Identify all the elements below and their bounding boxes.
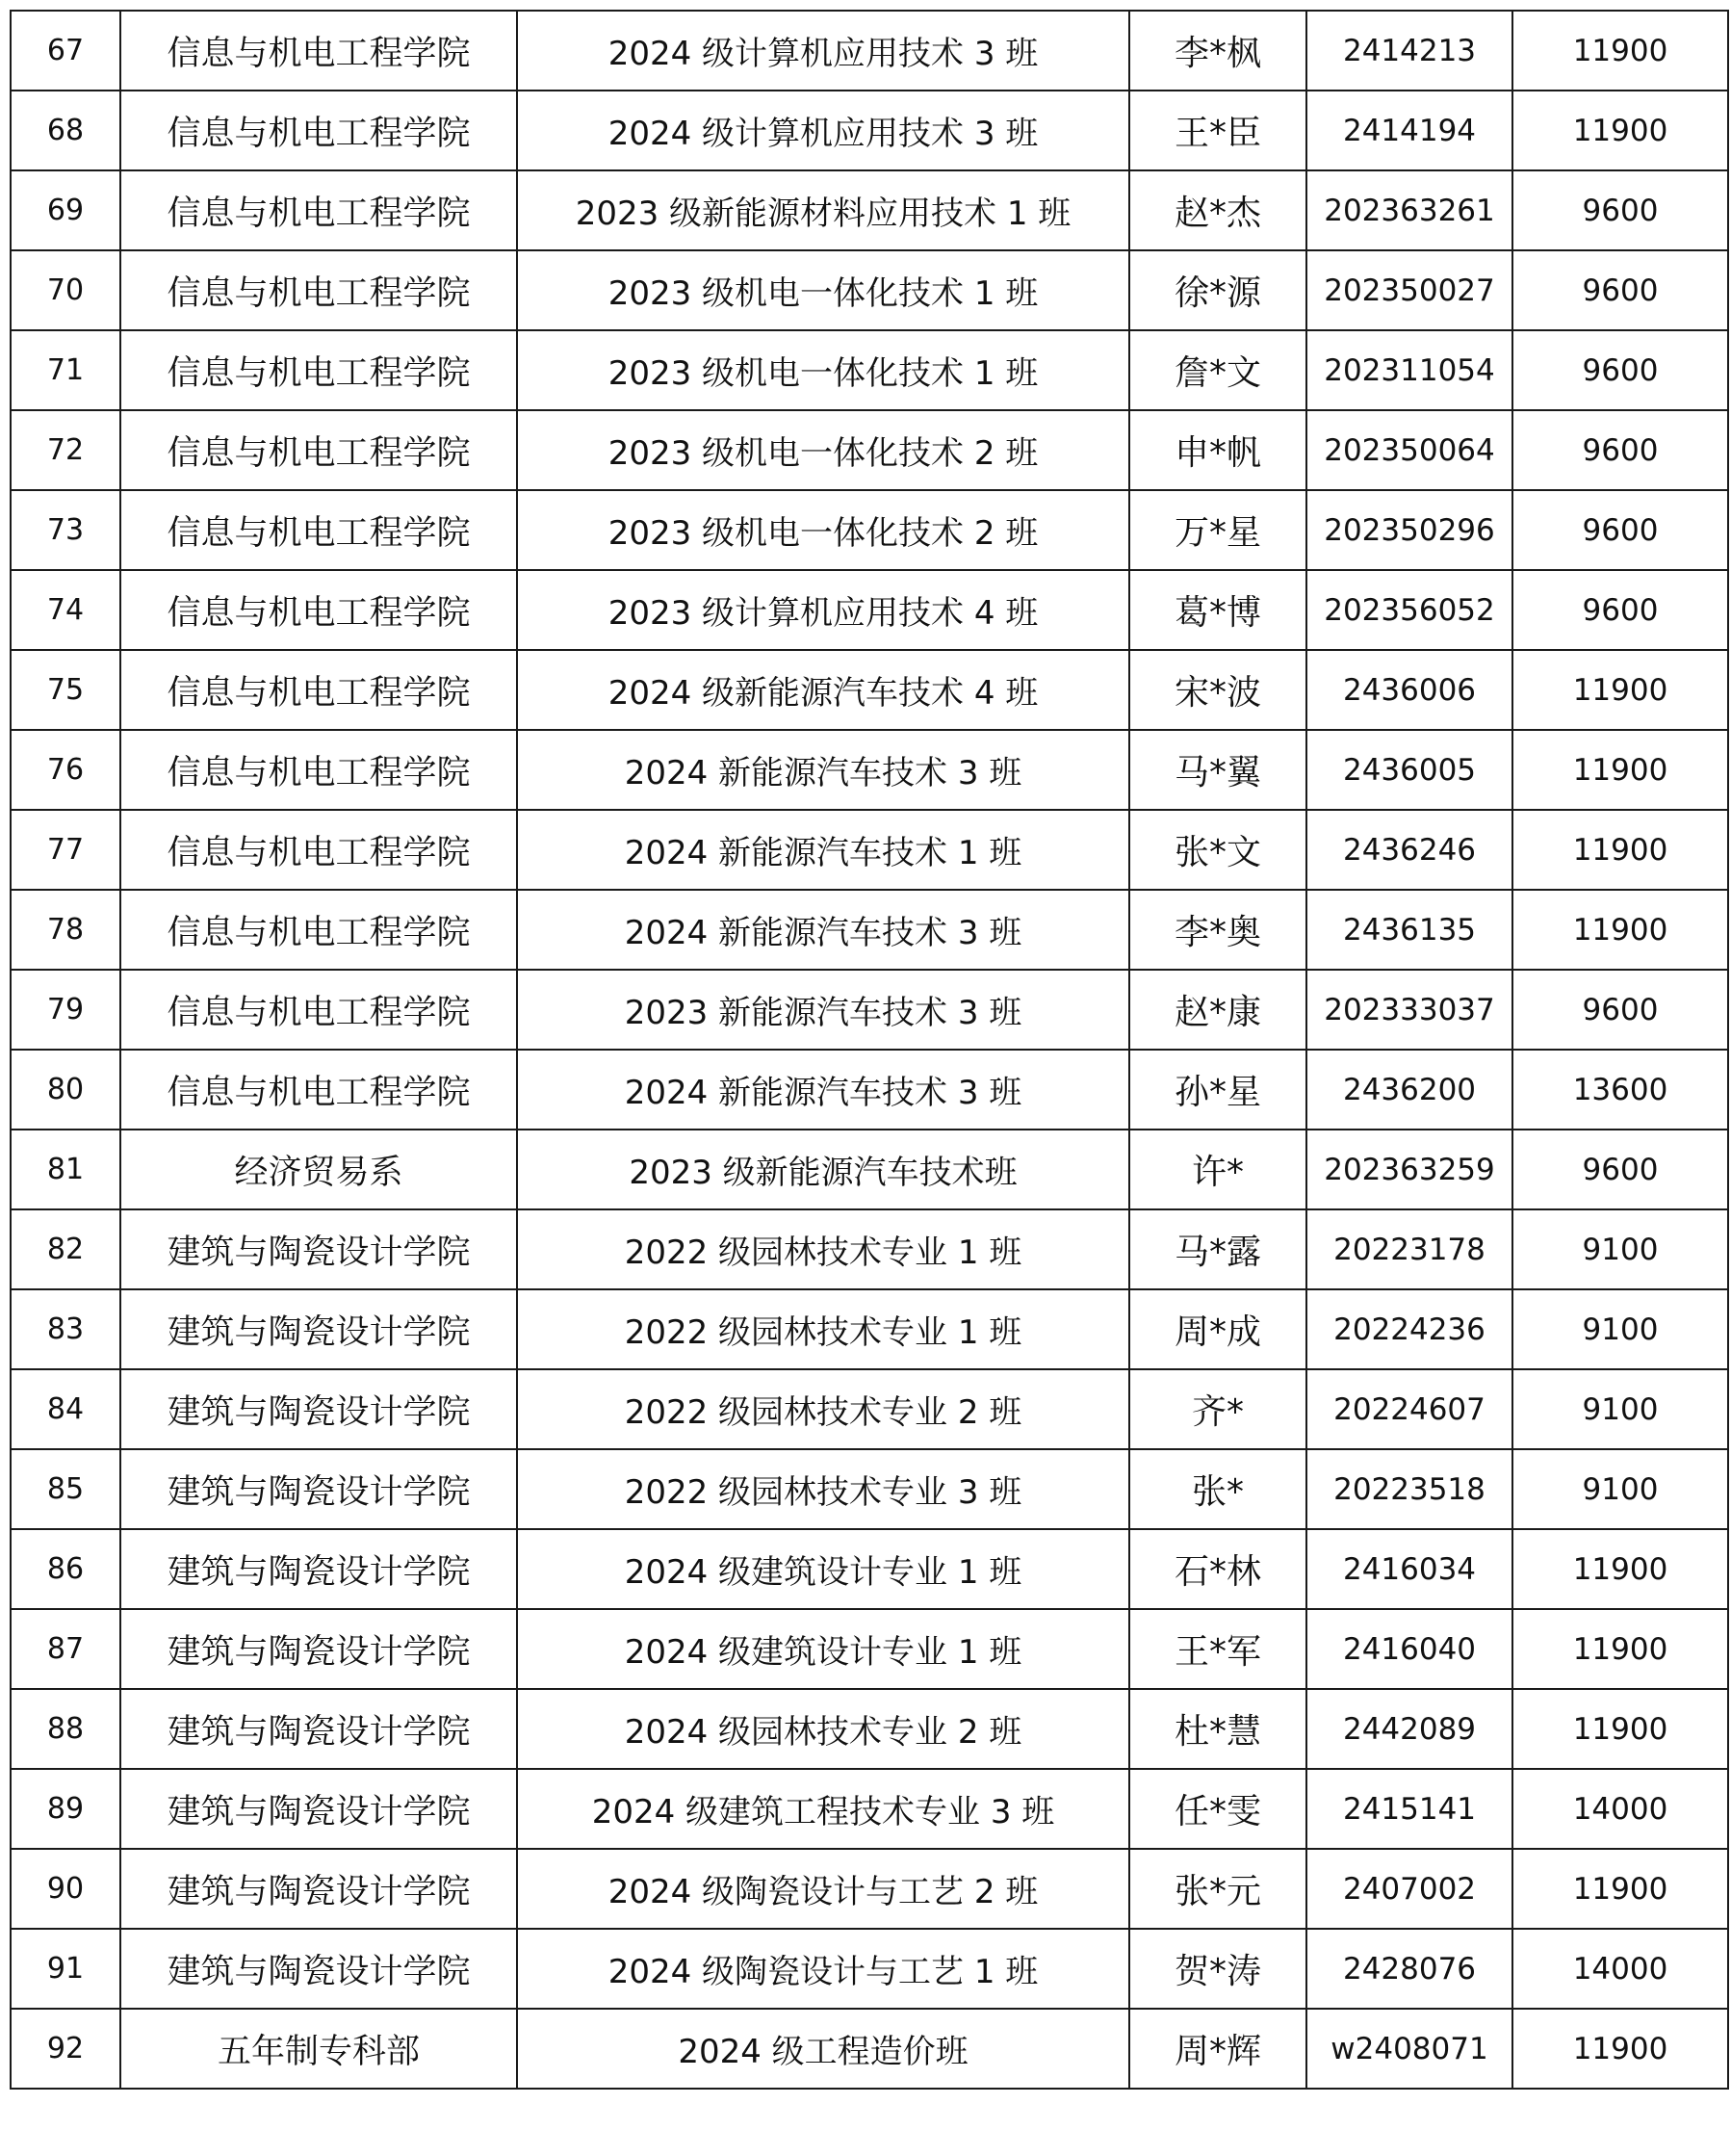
table-row [11,810,1728,890]
student-id-cell: 2416040 [1306,1609,1512,1689]
department-cell: 建筑与陶瓷设计学院 [120,1769,517,1849]
row-number-cell: 69 [11,170,120,250]
student-name-cell: 詹*文 [1129,330,1306,410]
department-cell: 建筑与陶瓷设计学院 [120,1849,517,1929]
department-cell: 建筑与陶瓷设计学院 [120,1689,517,1769]
student-id-cell: 202333037 [1306,970,1512,1050]
student-name-cell: 任*雯 [1129,1769,1306,1849]
department-cell: 信息与机电工程学院 [120,250,517,330]
class-cell: 2024 新能源汽车技术 3 班 [517,890,1129,970]
row-number-cell: 67 [11,11,120,91]
table-row [11,1209,1728,1289]
student-name-cell: 周*成 [1129,1289,1306,1369]
amount-cell: 9100 [1512,1289,1728,1369]
amount-cell: 9600 [1512,570,1728,650]
table-row [11,170,1728,250]
table-row [11,970,1728,1050]
student-name-cell: 张* [1129,1449,1306,1529]
row-number-cell: 90 [11,1849,120,1929]
student-id-cell: 2407002 [1306,1849,1512,1929]
table-row [11,250,1728,330]
department-cell: 信息与机电工程学院 [120,730,517,810]
student-name-cell: 赵*杰 [1129,170,1306,250]
department-cell: 信息与机电工程学院 [120,570,517,650]
student-id-cell: 202363259 [1306,1130,1512,1209]
department-cell: 信息与机电工程学院 [120,970,517,1050]
table-row [11,410,1728,490]
student-name-cell: 申*帆 [1129,410,1306,490]
department-cell: 信息与机电工程学院 [120,490,517,570]
student-name-cell: 徐*源 [1129,250,1306,330]
row-number-cell: 92 [11,2009,120,2089]
row-number-cell: 78 [11,890,120,970]
class-cell: 2023 级计算机应用技术 4 班 [517,570,1129,650]
table-row [11,1289,1728,1369]
department-cell: 信息与机电工程学院 [120,91,517,170]
table-row [11,1130,1728,1209]
student-id-cell: 2436200 [1306,1050,1512,1130]
amount-cell: 9100 [1512,1209,1728,1289]
row-number-cell: 84 [11,1369,120,1449]
student-id-cell: 2436135 [1306,890,1512,970]
row-number-cell: 72 [11,410,120,490]
student-id-cell: 202356052 [1306,570,1512,650]
student-id-cell: 2436006 [1306,650,1512,730]
table-row [11,1609,1728,1689]
student-name-cell: 宋*波 [1129,650,1306,730]
amount-cell: 11900 [1512,1689,1728,1769]
amount-cell: 11900 [1512,890,1728,970]
class-cell: 2024 级园林技术专业 2 班 [517,1689,1129,1769]
department-cell: 信息与机电工程学院 [120,1050,517,1130]
table-row [11,1529,1728,1609]
department-cell: 信息与机电工程学院 [120,410,517,490]
department-cell: 建筑与陶瓷设计学院 [120,1209,517,1289]
amount-cell: 9100 [1512,1449,1728,1529]
table-row [11,570,1728,650]
student-id-cell: 202350064 [1306,410,1512,490]
student-name-cell: 李*奥 [1129,890,1306,970]
table-row [11,1449,1728,1529]
class-cell: 2024 级陶瓷设计与工艺 1 班 [517,1929,1129,2009]
amount-cell: 11900 [1512,11,1728,91]
department-cell: 建筑与陶瓷设计学院 [120,1369,517,1449]
student-table [10,10,1729,2090]
amount-cell: 9600 [1512,1130,1728,1209]
student-name-cell: 赵*康 [1129,970,1306,1050]
amount-cell: 11900 [1512,730,1728,810]
department-cell: 信息与机电工程学院 [120,330,517,410]
department-cell: 经济贸易系 [120,1130,517,1209]
student-name-cell: 贺*涛 [1129,1929,1306,2009]
student-name-cell: 张*元 [1129,1849,1306,1929]
student-id-cell: 20224236 [1306,1289,1512,1369]
student-name-cell: 马*露 [1129,1209,1306,1289]
department-cell: 信息与机电工程学院 [120,170,517,250]
table-row [11,1369,1728,1449]
row-number-cell: 79 [11,970,120,1050]
class-cell: 2024 级建筑设计专业 1 班 [517,1529,1129,1609]
row-number-cell: 91 [11,1929,120,2009]
class-cell: 2022 级园林技术专业 1 班 [517,1289,1129,1369]
department-cell: 建筑与陶瓷设计学院 [120,1289,517,1369]
amount-cell: 11900 [1512,650,1728,730]
student-id-cell: 2428076 [1306,1929,1512,2009]
student-id-cell: 202350296 [1306,490,1512,570]
amount-cell: 11900 [1512,1609,1728,1689]
student-name-cell: 王*臣 [1129,91,1306,170]
department-cell: 建筑与陶瓷设计学院 [120,1609,517,1689]
row-number-cell: 75 [11,650,120,730]
table-row [11,890,1728,970]
class-cell: 2023 级机电一体化技术 2 班 [517,410,1129,490]
department-cell: 信息与机电工程学院 [120,650,517,730]
table-row [11,1050,1728,1130]
amount-cell: 9600 [1512,250,1728,330]
student-id-cell: 2415141 [1306,1769,1512,1849]
amount-cell: 9600 [1512,490,1728,570]
student-id-cell: 2442089 [1306,1689,1512,1769]
table-row [11,1769,1728,1849]
student-id-cell: 2436246 [1306,810,1512,890]
class-cell: 2024 新能源汽车技术 1 班 [517,810,1129,890]
class-cell: 2023 级新能源汽车技术班 [517,1130,1129,1209]
amount-cell: 11900 [1512,810,1728,890]
amount-cell: 9100 [1512,1369,1728,1449]
department-cell: 建筑与陶瓷设计学院 [120,1449,517,1529]
student-name-cell: 石*林 [1129,1529,1306,1609]
row-number-cell: 89 [11,1769,120,1849]
class-cell: 2023 级机电一体化技术 2 班 [517,490,1129,570]
student-id-cell: 202350027 [1306,250,1512,330]
class-cell: 2024 级建筑设计专业 1 班 [517,1609,1129,1689]
class-cell: 2024 新能源汽车技术 3 班 [517,730,1129,810]
student-name-cell: 许* [1129,1130,1306,1209]
student-name-cell: 张*文 [1129,810,1306,890]
student-id-cell: w2408071 [1306,2009,1512,2089]
class-cell: 2024 级建筑工程技术专业 3 班 [517,1769,1129,1849]
amount-cell: 11900 [1512,2009,1728,2089]
student-id-cell: 2416034 [1306,1529,1512,1609]
row-number-cell: 80 [11,1050,120,1130]
row-number-cell: 70 [11,250,120,330]
amount-cell: 9600 [1512,170,1728,250]
table-row [11,2009,1728,2089]
row-number-cell: 74 [11,570,120,650]
table-row [11,1849,1728,1929]
student-id-cell: 2414194 [1306,91,1512,170]
class-cell: 2022 级园林技术专业 1 班 [517,1209,1129,1289]
class-cell: 2023 新能源汽车技术 3 班 [517,970,1129,1050]
table-row [11,330,1728,410]
class-cell: 2024 级陶瓷设计与工艺 2 班 [517,1849,1129,1929]
row-number-cell: 82 [11,1209,120,1289]
table-row [11,1689,1728,1769]
class-cell: 2024 级工程造价班 [517,2009,1129,2089]
student-name-cell: 周*辉 [1129,2009,1306,2089]
row-number-cell: 83 [11,1289,120,1369]
class-cell: 2024 新能源汽车技术 3 班 [517,1050,1129,1130]
table-row [11,490,1728,570]
class-cell: 2023 级机电一体化技术 1 班 [517,330,1129,410]
row-number-cell: 85 [11,1449,120,1529]
row-number-cell: 88 [11,1689,120,1769]
class-cell: 2023 级机电一体化技术 1 班 [517,250,1129,330]
student-id-cell: 20223178 [1306,1209,1512,1289]
class-cell: 2022 级园林技术专业 2 班 [517,1369,1129,1449]
student-id-cell: 2414213 [1306,11,1512,91]
amount-cell: 9600 [1512,410,1728,490]
row-number-cell: 71 [11,330,120,410]
amount-cell: 14000 [1512,1929,1728,2009]
table-row [11,91,1728,170]
amount-cell: 11900 [1512,1849,1728,1929]
student-id-cell: 202311054 [1306,330,1512,410]
row-number-cell: 77 [11,810,120,890]
student-id-cell: 202363261 [1306,170,1512,250]
amount-cell: 9600 [1512,970,1728,1050]
department-cell: 信息与机电工程学院 [120,11,517,91]
department-cell: 建筑与陶瓷设计学院 [120,1529,517,1609]
row-number-cell: 87 [11,1609,120,1689]
row-number-cell: 81 [11,1130,120,1209]
department-cell: 信息与机电工程学院 [120,810,517,890]
class-cell: 2022 级园林技术专业 3 班 [517,1449,1129,1529]
amount-cell: 14000 [1512,1769,1728,1849]
amount-cell: 9600 [1512,330,1728,410]
amount-cell: 13600 [1512,1050,1728,1130]
student-name-cell: 王*军 [1129,1609,1306,1689]
class-cell: 2024 级计算机应用技术 3 班 [517,91,1129,170]
class-cell: 2024 级新能源汽车技术 4 班 [517,650,1129,730]
table-row [11,1929,1728,2009]
table-row [11,650,1728,730]
row-number-cell: 73 [11,490,120,570]
amount-cell: 11900 [1512,91,1728,170]
student-name-cell: 杜*慧 [1129,1689,1306,1769]
table-row [11,11,1728,91]
amount-cell: 11900 [1512,1529,1728,1609]
department-cell: 信息与机电工程学院 [120,890,517,970]
row-number-cell: 68 [11,91,120,170]
department-cell: 五年制专科部 [120,2009,517,2089]
student-id-cell: 20224607 [1306,1369,1512,1449]
row-number-cell: 86 [11,1529,120,1609]
student-name-cell: 葛*博 [1129,570,1306,650]
student-name-cell: 孙*星 [1129,1050,1306,1130]
class-cell: 2024 级计算机应用技术 3 班 [517,11,1129,91]
row-number-cell: 76 [11,730,120,810]
table-row [11,730,1728,810]
class-cell: 2023 级新能源材料应用技术 1 班 [517,170,1129,250]
student-name-cell: 马*翼 [1129,730,1306,810]
student-name-cell: 齐* [1129,1369,1306,1449]
table-body [11,11,1728,2089]
student-id-cell: 2436005 [1306,730,1512,810]
student-name-cell: 李*枫 [1129,11,1306,91]
student-id-cell: 20223518 [1306,1449,1512,1529]
department-cell: 建筑与陶瓷设计学院 [120,1929,517,2009]
student-name-cell: 万*星 [1129,490,1306,570]
